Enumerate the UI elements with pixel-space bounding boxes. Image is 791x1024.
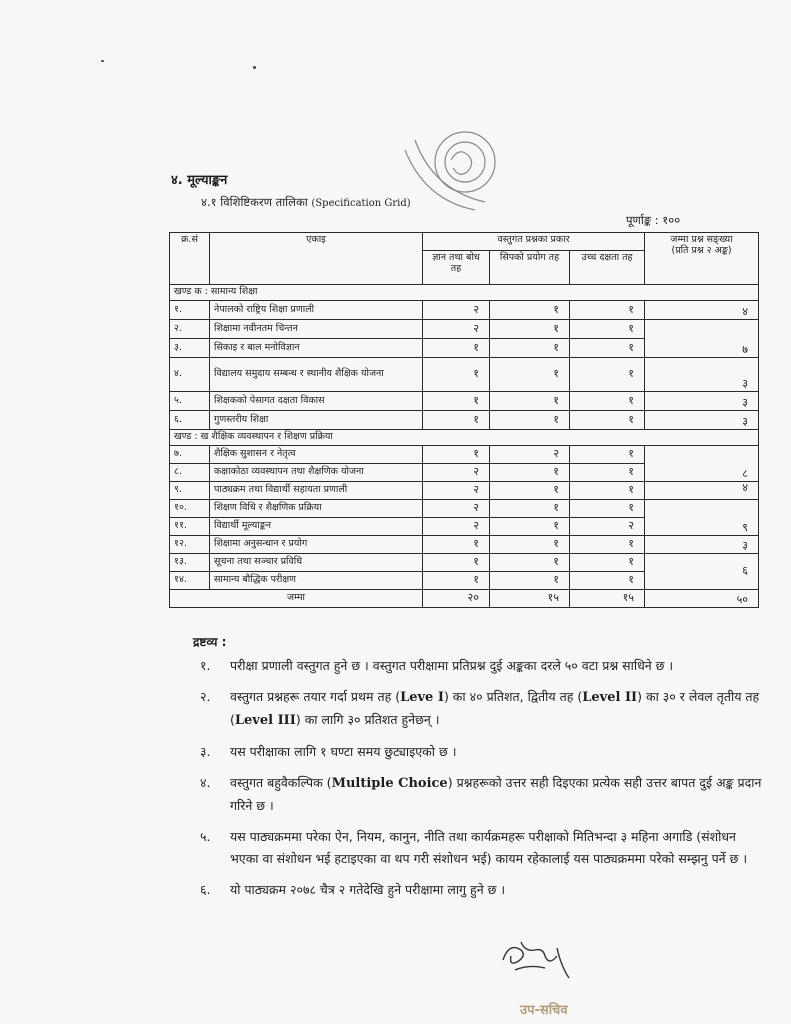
table-row: ९. पाठ्यक्रम तथा विद्यार्थी सहायता प्रणाली २ १ १ ४ [170, 482, 759, 500]
row-total: ३ [645, 358, 759, 392]
speck [101, 60, 104, 62]
table-row: ४. विद्यालय समुदाय सम्बन्ध र स्थानीय शैक्षिक योजना १ १ १ ३ [170, 358, 759, 392]
table-row: ८. कक्षाकोठा व्यवस्थापन तथा शैक्षणिक योजना २ १ १ [170, 464, 759, 482]
section-a-heading: खण्ड क : सामान्य शिक्षा [170, 285, 759, 301]
list-item: ६. यो पाठ्यक्रम २०७८ चैत्र २ गतेदेखि हुने परीक्षामा लागु हुने छ । [200, 882, 506, 897]
table-row: २. शिक्षामा नवीनतम चिन्तन २ १ १ ७ [170, 320, 759, 339]
table-row: १२. शिक्षामा अनुसन्धान र प्रयोग १ १ १ ३ [170, 536, 759, 554]
header-knowledge: ज्ञान तथा बोध तह [423, 251, 490, 285]
list-item: ५. यस पाठ्यक्रममा परेका ऐन, नियम, कानुन, नीति तथा कार्यक्रमहरू परीक्षाको मितिभन्दा ३ महिना अगाडि (संशोधन भएका वा संशोधन भई हटाइएका वा थप गरी संशोधन भई) कायम रहेकालाई यस पाठ्यक्रममा परेको सम्झनु पर्ने छ । [200, 829, 748, 866]
table-row: १४. सामान्य बौद्धिक परीक्षण १ १ १ [170, 572, 759, 590]
header-sn: क्र.सं [170, 233, 210, 285]
full-marks: पूर्णाङ्क : १०० [626, 213, 681, 227]
specification-grid-table [169, 232, 759, 608]
section-b-heading: खण्ड : ख शैक्षिक व्यवस्थापन र शिक्षण प्रक्रिया [170, 430, 759, 446]
row-total: ८ [645, 446, 759, 482]
section-title: ४. मूल्याङ्कन [171, 173, 228, 188]
office-seal-icon [385, 120, 500, 230]
list-item: ३. यस परीक्षाका लागि १ घण्टा समय छुट्याइएको छ । [200, 744, 457, 759]
sum-row: जम्मा २० १५ १५ ५० [170, 590, 759, 608]
table-row: १. नेपालको राष्ट्रिय शिक्षा प्रणाली २ १ १ ४ [170, 301, 759, 320]
stamp-text: उप-सचिव [520, 1003, 568, 1018]
row-total: ४ [645, 301, 759, 320]
table-row: ६. गुणस्तरीय शिक्षा १ १ १ ३ [170, 411, 759, 430]
table-row: ७. शैक्षिक सुशासन र नेतृत्व १ २ १ ८ [170, 446, 759, 464]
row-total: ६ [645, 554, 759, 590]
table-row: १३. सूचना तथा सञ्चार प्रविधि १ १ १ ६ [170, 554, 759, 572]
row-total: ४ [645, 482, 759, 500]
notes-list [200, 655, 765, 910]
row-total: ३ [645, 392, 759, 411]
header-total: जम्मा प्रश्न सङ्ख्या (प्रति प्रश्न २ अङ्क) [645, 233, 759, 285]
header-unit: एकाइ [210, 233, 423, 285]
notes-title: द्रष्टव्य : [193, 635, 227, 649]
header-higher: उच्च दक्षता तह [570, 251, 645, 285]
table-row: ११. विद्यार्थी मूल्याङ्कन २ १ २ [170, 518, 759, 536]
speck [253, 66, 256, 69]
table-row: ५. शिक्षकको पेसागत दक्षता विकास १ १ १ ३ [170, 392, 759, 411]
table-row: ३. सिकाइ र बाल मनोविज्ञान १ १ १ [170, 339, 759, 358]
signature-icon [495, 930, 585, 985]
list-item: १. परीक्षा प्रणाली वस्तुगत हुने छ । वस्तुगत परीक्षामा प्रतिप्रश्न दुई अङ्कका दरले ५० वटा प्रश्न साधिने छ । [200, 658, 674, 673]
list-item: २. वस्तुगत प्रश्नहरू तयार गर्दा प्रथम तह (Leve I) का ४० प्रतिशत, द्वितीय तह (Level II) का ३० र लेवल तृतीय तह (Level III) का लागि ३० प्रतिशत हुनेछन् । [200, 689, 760, 728]
header-objective-types: वस्तुगत प्रश्नका प्रकार [423, 233, 645, 251]
header-skill: सिपको प्रयोग तह [490, 251, 570, 285]
row-total: ३ [645, 536, 759, 554]
list-item: ४. वस्तुगत बहुवैकल्पिक (Multiple Choice) प्रश्नहरूको उत्तर सही दिइएका प्रत्येक सही उत्तर बापत दुई अङ्क प्रदान गरिने छ । [200, 775, 762, 813]
row-total: ९ [645, 500, 759, 536]
table-row: १०. शिक्षण विधि र शैक्षणिक प्रक्रिया २ १ १ ९ [170, 500, 759, 518]
row-total: ३ [645, 411, 759, 430]
sub-title: ४.१ विशिष्टिकरण तालिका (Specification Grid) [201, 195, 411, 209]
row-total: ७ [645, 320, 759, 358]
